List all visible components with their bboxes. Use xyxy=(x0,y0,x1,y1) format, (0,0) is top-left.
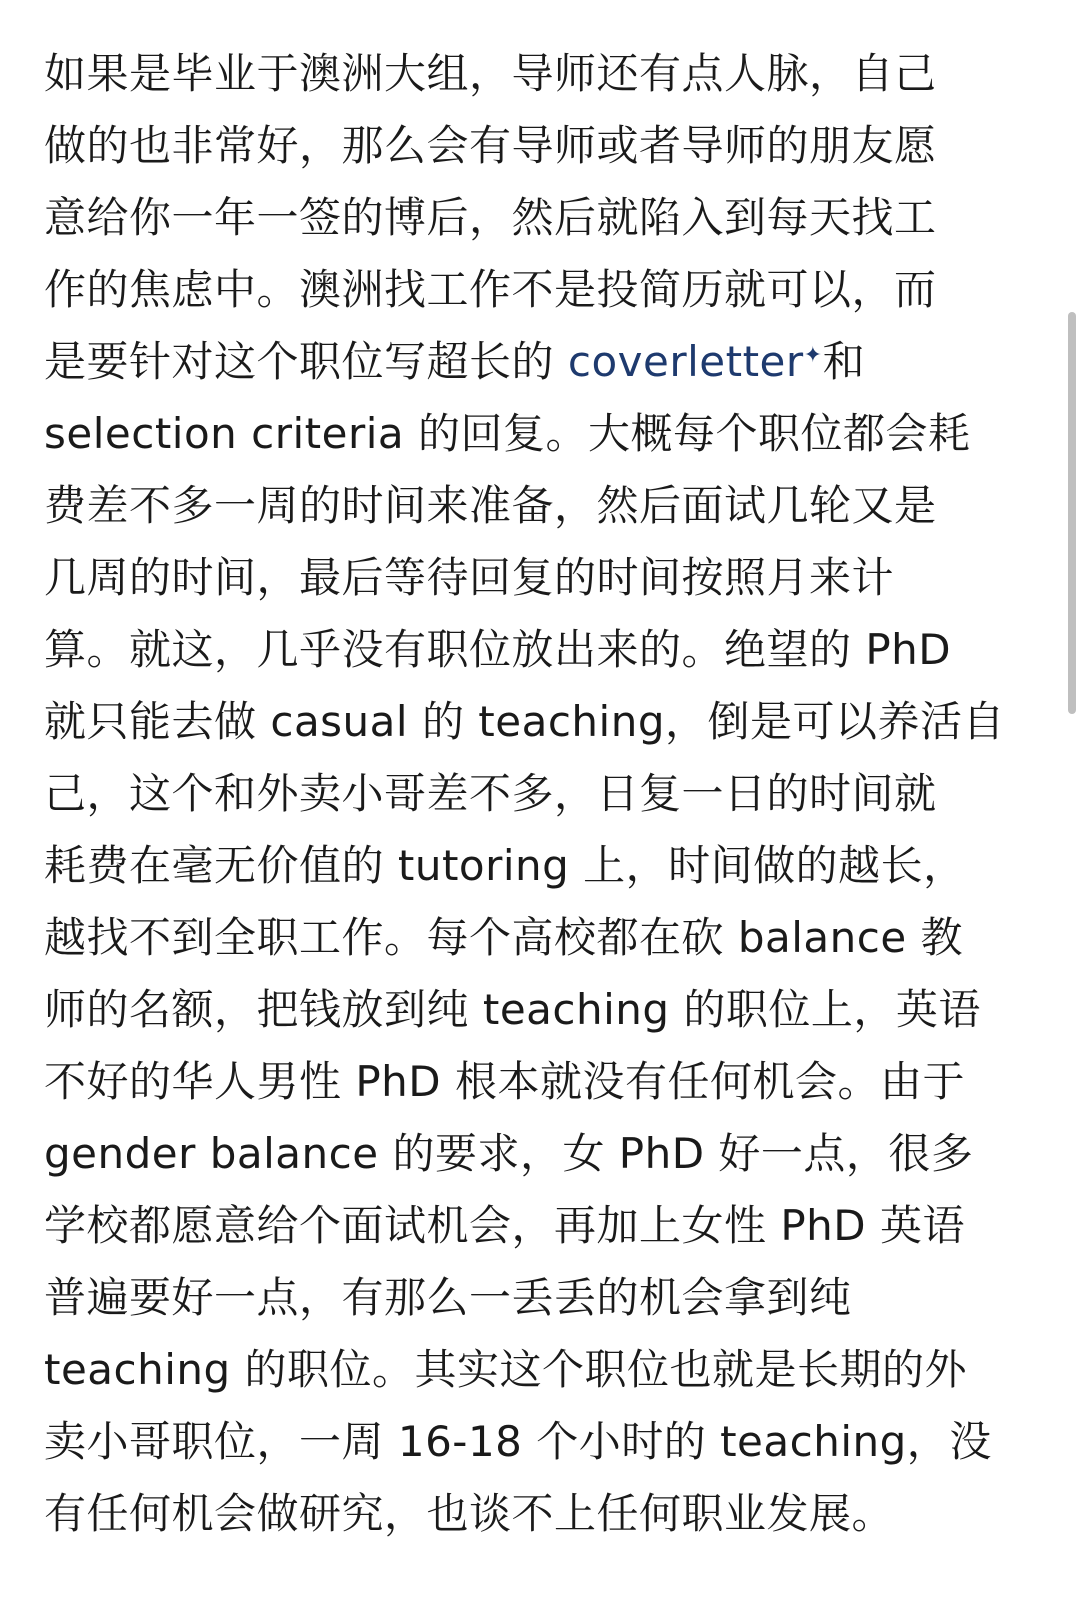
coverletter-link[interactable]: coverletter xyxy=(567,337,804,386)
sparkle-icon[interactable]: ✦ xyxy=(803,343,823,368)
text-line-14: 师的名额，把钱放到纯 teaching 的职位上，英语 xyxy=(44,985,981,1034)
text-line-18: 普遍要好一点，有那么一丢丢的机会拿到纯 xyxy=(44,1273,852,1322)
text-line-19: teaching 的职位。其实这个职位也就是长期的外 xyxy=(44,1345,968,1394)
text-line-5-after: 和 xyxy=(822,337,866,386)
text-line-13: 越找不到全职工作。每个高校都在砍 balance 教 xyxy=(44,913,964,962)
text-line-10: 就只能去做 casual 的 teaching，倒是可以养活自 xyxy=(44,697,1005,746)
text-line-15: 不好的华人男性 PhD 根本就没有任何机会。由于 xyxy=(44,1057,965,1106)
text-line-5-before: 是要针对这个职位写超长的 xyxy=(44,337,568,386)
text-line-6: selection criteria 的回复。大概每个职位都会耗 xyxy=(44,409,971,458)
scrollbar-thumb[interactable] xyxy=(1068,312,1076,714)
text-line-12: 耗费在毫无价值的 tutoring 上，时间做的越长， xyxy=(44,841,966,890)
text-line-17: 学校都愿意给个面试机会，再加上女性 PhD 英语 xyxy=(44,1201,965,1250)
text-line-21: 有任何机会做研究，也谈不上任何职业发展。 xyxy=(44,1489,895,1538)
scrollbar[interactable] xyxy=(1060,0,1080,1617)
text-line-5 xyxy=(44,326,1004,398)
text-line-8: 几周的时间，最后等待回复的时间按照月来计 xyxy=(44,553,895,602)
text-line-1: 如果是毕业于澳洲大组，导师还有点人脉，自己 xyxy=(44,49,937,98)
text-line-9: 算。就这，几乎没有职位放出来的。绝望的 PhD xyxy=(44,625,952,674)
article-body xyxy=(44,38,1004,1550)
text-line-2: 做的也非常好，那么会有导师或者导师的朋友愿 xyxy=(44,121,937,170)
text-line-20: 卖小哥职位，一周 16-18 个小时的 teaching，没 xyxy=(44,1417,992,1466)
text-line-16: gender balance 的要求，女 PhD 好一点，很多 xyxy=(44,1129,974,1178)
text-line-3: 意给你一年一签的博后，然后就陷入到每天找工 xyxy=(44,193,937,242)
text-line-7: 费差不多一周的时间来准备，然后面试几轮又是 xyxy=(44,481,937,530)
text-line-4: 作的焦虑中。澳洲找工作不是投简历就可以，而 xyxy=(44,265,937,314)
text-line-11: 己，这个和外卖小哥差不多，日复一日的时间就 xyxy=(44,769,937,818)
